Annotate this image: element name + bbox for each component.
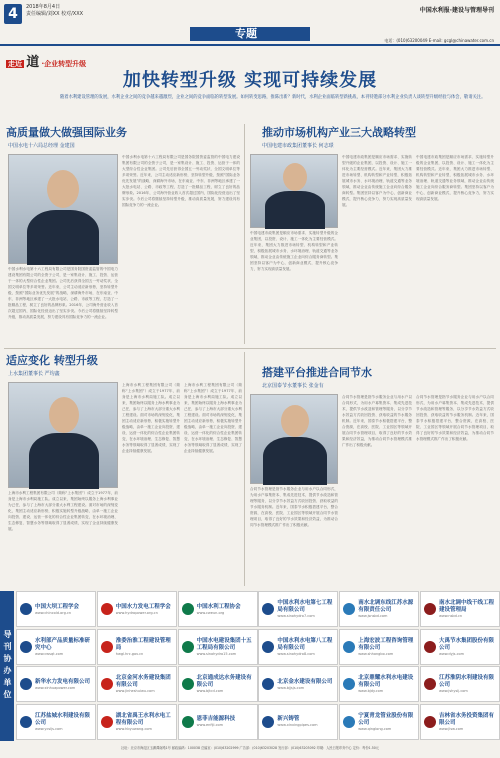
article-2-body-c: 中国电建市政集团是顺应市场需求、实施转型升级的企业集团，以投资、设计、施工一体化为主要经营模式。近年来，集团大力推进市场转型、机构转型和产业转型，积极拓展城市水务、水环境治理、轨道交通等业务领域，推动企业由传统施工企业向综合服务商转型。集团坚持以客户为中心，创新商业模式，提升核心竞争力，努力实现高质量发展。 bbox=[416, 155, 494, 201]
sponsor-url: www.dyjs.com bbox=[439, 651, 465, 656]
article-4-body-b: 合同节水管理是指节水服务企业与用水户以合同形式，为用水户募集资本、集成先进技术，提供节水改造和管理等服务，以分享节水效益方式收回投资、获取收益的节水服务机制。近年来，国泰节水积极搭建平台，整合资源，在高校、医院、工业园区等领域开展合同节水管理项目，取得了良好的节水效果和经济效益，为推动合同节水管理模式推广作出了积极贡献。 bbox=[342, 395, 412, 447]
sponsor-name: 中国水电建设集团十五工程局有限公司 bbox=[196, 637, 252, 651]
sponsor-logo-icon bbox=[20, 716, 32, 728]
sponsors-label: 导刊协办单位 bbox=[0, 591, 14, 741]
sponsor-url: www.xinhuapower.com bbox=[35, 685, 76, 690]
sponsor-logo-icon bbox=[20, 678, 32, 690]
sponsor-ad bbox=[16, 666, 96, 702]
sponsor-logo-icon bbox=[101, 678, 113, 690]
date-line: 2018年8月4日 bbox=[26, 4, 61, 10]
sponsor-logo-icon bbox=[424, 716, 436, 728]
sponsor-url: www.bjdy.com bbox=[358, 689, 384, 693]
sponsor-name: 中国大坝工程学会 bbox=[35, 603, 80, 610]
article-3-byline: 上水集团董事长 严均鑫 bbox=[8, 371, 60, 377]
sponsor-name: 吉林省水务投资集团有限公司 bbox=[439, 712, 495, 726]
sponsor-ad bbox=[420, 591, 500, 627]
sponsor-url: www.xinxingpipes.com bbox=[277, 723, 318, 727]
article-3-body-a: 上海市水利工程集团有限公司（简称“上水集团”）成立于1977年，前身是上海市水利局施工队。成立以来，集团始终以服务上海水利事业为己任，参与了上海市大部分重大水利工程建设。面对市场的深刻变化，集团主动适应新形势，积极实施转型升级战略，由单一施工企业向投资、建设、运营一体化的综合性企业集团转变，在水环境治理、生态修复、智慧水务等领域取得了显著成绩，实现了企业持续健康发展。 bbox=[8, 491, 118, 531]
sponsor-logo-icon bbox=[262, 678, 274, 690]
sponsor-logo-icon bbox=[20, 641, 32, 653]
sponsor-ad bbox=[258, 666, 338, 702]
intro-text: 随着水利建设管理的发展，水利企业之间的竞争越来越激烈，企业之间的竞争面临的转型发展。如何转变思路，推陈出新？新时代，水利企业面临转型新挑战，本刊特邀部分水利企业负责人谈转型升级经验与体会，敬请关注。 bbox=[60, 95, 486, 100]
sponsor-logo-icon bbox=[424, 641, 436, 653]
sponsor-url: www.jsnsbd.com bbox=[358, 614, 388, 618]
sponsor-logo-icon bbox=[343, 716, 355, 728]
sponsor-ad bbox=[178, 666, 258, 702]
article-4-body-c: 合同节水管理是指节水服务企业与用水户以合同形式，为用水户募集资本、集成先进技术，提供节水改造和管理等服务，以分享节水效益方式收回投资、获取收益的节水服务机制。近年来，国泰节水积极搭建平台，整合资源，在高校、医院、工业园区等领域开展合同节水管理项目，取得了良好的节水效果和经济效益，为推动合同节水管理模式推广作出了积极贡献。 bbox=[416, 395, 494, 441]
sponsor-name: 中国水利工程协会 bbox=[196, 603, 241, 610]
sponsor-url: www.sinohydro8.com bbox=[277, 651, 315, 656]
sponsor-ad bbox=[339, 666, 419, 702]
sponsor-name: 南水北调东线江苏水源有限责任公司 bbox=[358, 600, 414, 613]
middle-rule bbox=[4, 348, 496, 349]
sponsor-url: www.bjjsjs.com bbox=[277, 685, 305, 690]
article-3-photo bbox=[8, 382, 118, 488]
sponsor-logo-icon bbox=[424, 603, 436, 615]
sponsor-ad bbox=[178, 629, 258, 665]
sponsor-ad bbox=[178, 591, 258, 627]
article-3-title: 适应变化 转型升级 bbox=[6, 354, 98, 367]
sponsor-ad bbox=[97, 666, 177, 702]
article-4-byline: 北京国泰节水董事长 张金有 bbox=[262, 383, 324, 389]
article-2-body-b: 中国电建市政集团是顺应市场需求、实施转型升级的企业集团，以投资、设计、施工一体化为主要经营模式。近年来，集团大力推进市场转型、机构转型和产业转型，积极拓展城市水务、水环境治理、轨道交通等业务领域，推动企业由传统施工企业向综合服务商转型。集团坚持以客户为中心，创新商业模式，提升核心竞争力，努力实现高质量发展。 bbox=[342, 155, 412, 207]
sponsor-logo-icon bbox=[101, 603, 113, 615]
sponsor-url: www.hbyuwang.com bbox=[115, 726, 152, 731]
page-number: 4 bbox=[4, 4, 22, 24]
column-divider bbox=[244, 124, 245, 344]
header-contact: 电话：(010)63200049 E-mail: gcgl@chinawater.com.cn bbox=[384, 38, 494, 43]
sponsor-ad bbox=[339, 591, 419, 627]
sponsor-name: 北京鼎耀水利水电建设有限公司 bbox=[358, 675, 414, 688]
sponsor-logo-icon bbox=[182, 678, 194, 690]
section-tag-rest: ·企业转型升级 bbox=[41, 60, 87, 68]
sponsor-name: 上海宏波工程咨询管理有限公司 bbox=[358, 637, 414, 651]
sponsor-url: www.ycsljs.com bbox=[35, 726, 63, 731]
sponsor-logo-icon bbox=[424, 678, 436, 690]
article-4-title: 搭建平台推进合同节水 bbox=[262, 366, 372, 379]
sponsor-name: 江苏盐城水利建设有限公司 bbox=[35, 712, 91, 726]
main-title: 加快转型升级 实现可持续发展 bbox=[122, 70, 378, 91]
footer: 社址：北京市海淀区玉渊潭南路1号 邮政编码：100038 总编室：(010)63202999 广告部：(010)63203028 发行部：(010)63203092 印刷：人民日报印务中心 定价：每份1.50元 bbox=[121, 746, 379, 750]
sponsor-url: www.nsbd.cn bbox=[439, 614, 463, 618]
article-2-byline: 中国电建市政集团董事长 何志璟 bbox=[262, 143, 334, 149]
header-date bbox=[26, 4, 83, 18]
sponsor-url: www.enfiji.com bbox=[196, 723, 224, 727]
article-4-body-a: 合同节水管理是指节水服务企业与用水户以合同形式，为用水户募集资本、集成先进技术，提供节水改造和管理等服务，以分享节水效益方式收回投资、获取收益的节水服务机制。近年来，国泰节水积极搭建平台，整合资源，在高校、医院、工业园区等领域开展合同节水管理项目，取得了良好的节水效果和经济效益，为推动合同节水管理模式推广作出了积极贡献。 bbox=[250, 487, 338, 527]
sponsor-url: www.qinglong.com bbox=[358, 726, 392, 731]
section-label: 专题 bbox=[235, 27, 257, 40]
sponsor-name: 恩菲吉能源科技 bbox=[196, 716, 236, 722]
sponsor-ad bbox=[258, 591, 338, 627]
sponsor-ad bbox=[258, 629, 338, 665]
sponsor-ad bbox=[339, 629, 419, 665]
sponsor-ad bbox=[339, 704, 419, 740]
sponsor-name: 大禹节水集团股份有限公司 bbox=[439, 637, 495, 651]
sponsor-ad bbox=[16, 704, 96, 740]
sponsor-url: www.jshyslj.com bbox=[439, 689, 468, 693]
sponsor-name: 中国水力发电工程学会 bbox=[115, 603, 171, 610]
sponsor-url: www.cwsqt.com bbox=[35, 651, 64, 656]
sponsor-name: 北京金水建设有限公司 bbox=[277, 678, 333, 685]
article-2-photo bbox=[250, 154, 338, 228]
sponsor-ad bbox=[420, 629, 500, 665]
sponsor-logo-icon bbox=[101, 716, 113, 728]
section-tag-middle: 道 bbox=[26, 55, 40, 70]
sponsor-ad bbox=[97, 629, 177, 665]
sponsor-ad bbox=[420, 704, 500, 740]
article-2-body-a: 中国电建市政集团是顺应市场需求、实施转型升级的企业集团，以投资、设计、施工一体化为主要经营模式。近年来，集团大力推进市场转型、机构转型和产业转型，积极拓展城市水务、水环境治理、轨道交通等业务领域，推动企业由传统施工企业向综合服务商转型。集团坚持以客户为中心，创新商业模式，提升核心竞争力，努力实现高质量发展。 bbox=[250, 231, 338, 271]
section-tag-red: 走近 bbox=[8, 60, 22, 68]
sponsor-name: 淮委治淮工程建设管理局 bbox=[115, 637, 171, 651]
sponsor-url: www.sinohydro15.com bbox=[196, 651, 237, 656]
sponsor-logo-icon bbox=[101, 641, 113, 653]
sponsor-url: www.shhongbo.com bbox=[358, 651, 394, 656]
sponsor-name: 宁夏青龙管业股份有限公司 bbox=[358, 712, 414, 726]
sponsor-name: 江苏淮阴水利建设有限公司 bbox=[439, 675, 495, 688]
sponsor-url: hwgl.hrc.gov.cn bbox=[115, 651, 144, 656]
article-1-byline: 中国水电十六局总经理 金建国 bbox=[8, 143, 75, 149]
column-divider-2 bbox=[244, 352, 245, 586]
sponsor-name: 南水北调中线干线工程建设管理局 bbox=[439, 600, 495, 613]
article-1-title: 高质量做大做强国际业务 bbox=[6, 126, 127, 139]
editor-line: 责任编辑/刘XX 校对/XXX bbox=[26, 11, 84, 17]
article-4-photo bbox=[250, 394, 338, 484]
sponsor-ad bbox=[97, 591, 177, 627]
sponsor-url: www.chincold.org.cn bbox=[35, 610, 72, 615]
section-tag bbox=[6, 51, 87, 70]
sponsor-name: 水利部产品质量标准研究中心 bbox=[35, 637, 91, 651]
sponsor-logo-icon bbox=[343, 641, 355, 653]
sponsor-name: 中国水利水电第八工程局有限公司 bbox=[277, 637, 333, 651]
sponsor-ad bbox=[97, 704, 177, 740]
sponsor-logo-icon bbox=[343, 603, 355, 615]
sponsor-logo-icon bbox=[182, 641, 194, 653]
sponsor-url: www.jlsw.com bbox=[439, 726, 464, 731]
article-1-body-a: 中国水利水电第十六工程局有限公司是国务院国资委监管的中国电力建设集团有限公司的全资子公司，是一家集设计、施工、投资、运营于一体的大型综合性企业集团。公司先后获得全国五一劳动奖状、全国文明单位等多项荣誉。近年来，公司主动适应新形势，坚持转型升级，按照“国际业务优先发展”的战略，深耕海外市场，在东南亚、中东、非洲等地区承建了一大批水电站、公路、市政等工程，打造了一批精品工程，树立了良好的品牌形象。2016年，公司海外营业收入首次超过国内，国际化经营迈出了坚实步伐。今后公司将继续坚持转型升级，推动高质量发展，努力建设具有国际竞争力的一流企业。 bbox=[8, 267, 118, 319]
sponsor-url: www.hydropower.org.cn bbox=[115, 610, 158, 615]
paper-name: 中国水利报·建设与管理导刊 bbox=[419, 7, 494, 14]
sponsor-logo-icon bbox=[20, 603, 32, 615]
sponsor-name: 北京通成达水务建设有限公司 bbox=[196, 675, 252, 688]
article-3-body-c: 上海市水利工程集团有限公司（简称“上水集团”）成立于1977年，前身是上海市水利局施工队。成立以来，集团始终以服务上海水利事业为己任，参与了上海市大部分重大水利工程建设。面对市场的深刻变化，集团主动适应新形势，积极实施转型升级战略，由单一施工企业向投资、建设、运营一体化的综合性企业集团转变，在水环境治理、生态修复、智慧水务等领域取得了显著成绩，实现了企业持续健康发展。 bbox=[184, 383, 242, 453]
sponsor-logo-icon bbox=[182, 603, 194, 615]
sponsor-logo-icon bbox=[262, 603, 274, 615]
sponsor-url: www.cweun.org bbox=[196, 610, 225, 615]
sponsor-url: www.bjtcd.com bbox=[196, 689, 224, 693]
sponsor-logo-icon bbox=[262, 641, 274, 653]
sponsor-logo-icon bbox=[343, 678, 355, 690]
article-1-body-b: 中国水利水电第十六工程局有限公司是国务院国资委监管的中国电力建设集团有限公司的全资子公司，是一家集设计、施工、投资、运营于一体的大型综合性企业集团。公司先后获得全国五一劳动奖状、全国文明单位等多项荣誉。近年来，公司主动适应新形势，坚持转型升级，按照“国际业务优先发展”的战略，深耕海外市场，在东南亚、中东、非洲等地区承建了一大批水电站、公路、市政等工程，打造了一批精品工程，树立了良好的品牌形象。2016年，公司海外营业收入首次超过国内，国际化经营迈出了坚实步伐。今后公司将继续坚持转型升级，推动高质量发展，努力建设具有国际竞争力的一流企业。 bbox=[122, 155, 240, 207]
sponsor-ad bbox=[16, 629, 96, 665]
sponsor-name: 中国水利水电第七工程局有限公司 bbox=[277, 600, 333, 613]
article-3-body-b: 上海市水利工程集团有限公司（简称“上水集团”）成立于1977年，前身是上海市水利局施工队。成立以来，集团始终以服务上海水利事业为己任，参与了上海市大部分重大水利工程建设。面对市场的深刻变化，集团主动适应新形势，积极实施转型升级战略，由单一施工企业向投资、建设、运营一体化的综合性企业集团转变，在水环境治理、生态修复、智慧水务等领域取得了显著成绩，实现了企业持续健康发展。 bbox=[122, 383, 180, 453]
sponsor-ad bbox=[178, 704, 258, 740]
sponsor-name: 北京金河水务建设集团有限公司 bbox=[115, 675, 171, 688]
sponsor-name: 湖北省禹王水利水电工程有限公司 bbox=[115, 712, 171, 726]
sponsor-ad bbox=[16, 591, 96, 627]
article-2-title: 推动市场机构产业三大战略转型 bbox=[262, 126, 416, 139]
sponsor-ad bbox=[258, 704, 338, 740]
sponsor-url: www.sinohydro7.com bbox=[277, 614, 315, 618]
sponsor-ad bbox=[420, 666, 500, 702]
sponsor-url: www.jinheshuiwu.com bbox=[115, 689, 155, 693]
article-1-photo bbox=[8, 154, 118, 264]
sponsor-name: 新华水力发电有限公司 bbox=[35, 678, 91, 685]
sponsor-logo-icon bbox=[182, 716, 194, 728]
header-rule bbox=[0, 44, 500, 46]
sponsor-logo-icon bbox=[262, 716, 274, 728]
sponsor-name: 新兴铸管 bbox=[277, 716, 300, 722]
